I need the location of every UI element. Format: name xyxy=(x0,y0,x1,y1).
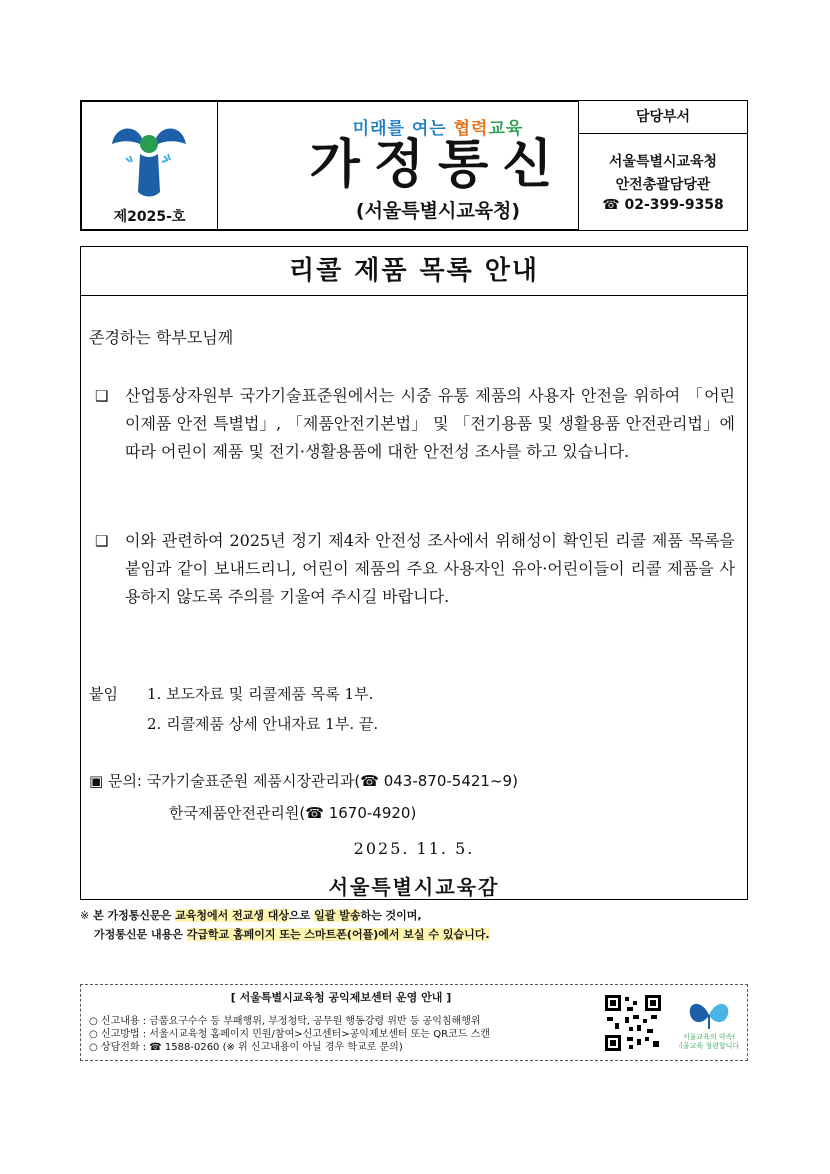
reference-mark: ※ xyxy=(80,909,90,922)
dept-name: 안전총괄담당관 xyxy=(615,177,711,193)
issue-number: 제2025-호 xyxy=(113,209,186,225)
header-title: 가정통신 xyxy=(309,135,567,195)
distribution-notice: ※ 본 가정통신문은 교육청에서 전교생 대상으로 일괄 발송하는 것이며, 가정통신문 내용은 각급학교 홈페이지 또는 스마트폰(어플)에서 보실 수 있습니다. xyxy=(80,909,490,941)
report-center-line: ○ 신고내용 : 금품요구수수 등 부패행위, 부정청탁, 공무원 행동강령 위반 등 공익침해행위 xyxy=(89,1016,481,1027)
attach-item: 1. 보도자료 및 리콜제품 목록 1부. xyxy=(147,685,374,703)
dept-phone: ☎ 02-399-9358 xyxy=(602,197,724,213)
integrity-logo xyxy=(679,993,739,1057)
checkbox-bullet-icon: ❑ xyxy=(95,532,109,550)
greeting: 존경하는 학부모님께 xyxy=(89,328,234,347)
dept-org: 서울특별시교육청 xyxy=(608,154,718,170)
inquiry xyxy=(89,765,518,829)
report-center-line: ○ 신고방법 : 서울시교육청 홈페이지 민원/참여>신고센터>공익제보센터 또는 QR코드 스캔 xyxy=(89,1029,490,1040)
svg-text:서울교육의 약속!: 서울교육의 약속! xyxy=(682,1033,736,1041)
document-title: 리콜 제품 목록 안내 xyxy=(81,247,747,296)
seoul-education-emblem-icon xyxy=(104,114,194,202)
paragraph-2: ❑ 이와 관련하여 2025년 정기 제4차 안전성 조사에서 위해성이 확인된 리콜 제품 목록을 붙임과 같이 보내드리니, 어린이 제품의 주요 사용자인 유아·어린이들이 리콜 제품을 사용하지 않도록 주의를 기울여 주시길 바랍니다. xyxy=(95,527,735,611)
attach-item: 2. 리콜제품 상세 안내자료 1부. 끝. xyxy=(147,715,379,733)
signer: 서울특별시교육감 xyxy=(328,875,500,899)
issue-date: 2025. 11. 5. xyxy=(353,839,475,858)
inquiry-line: 국가기술표준원 제품시장관리과(☎ 043-870-5421~9) xyxy=(146,772,518,790)
inquiry-line: 한국제품안전관리원(☎ 1670-4920) xyxy=(169,804,417,822)
paragraph-1: ❑ 산업통상자원부 국가기술표준원에서는 시중 유통 제품의 사용자 안전을 위하여 「어린이제품 안전 특별법」, 「제품안전기본법」 및 「전기용품 및 생활용품 안전관리법」에 따라 어린이 제품 및 전기·생활용품에 대한 안전성 조사를 하고 있습니다. xyxy=(95,382,735,466)
report-center-box xyxy=(80,984,748,1061)
dept-label: 담당부서 xyxy=(579,101,747,134)
square-bullet-icon: ▣ xyxy=(89,772,108,790)
qr-code-icon[interactable] xyxy=(603,993,663,1053)
phone-icon: ☎ xyxy=(602,197,625,213)
dept-box xyxy=(578,101,747,230)
report-center-title: [ 서울특별시교육청 공익제보센터 운영 안내 ] xyxy=(230,991,452,1004)
header-slogan: 미래를 여는 협력교육 xyxy=(352,119,524,139)
inquiry-label: 문의: xyxy=(107,772,142,790)
integrity-butterfly-icon xyxy=(679,993,739,1053)
report-center-line: ○ 상담전화 : ☎ 1588-0260 (※ 위 신고내용이 아닐 경우 학교로 문의) xyxy=(89,1042,403,1053)
attachments xyxy=(89,679,378,739)
report-center-lines xyxy=(89,1015,490,1054)
letter-body xyxy=(80,246,748,900)
attach-label: 붙임 xyxy=(89,685,118,703)
header-subtitle: (서울특별시교육청) xyxy=(355,200,521,222)
header-logo-cell xyxy=(82,102,218,229)
checkbox-bullet-icon: ❑ xyxy=(95,387,109,405)
svg-text:서울교육 청렴합니다!: 서울교육 청렴합니다! xyxy=(679,1042,739,1050)
